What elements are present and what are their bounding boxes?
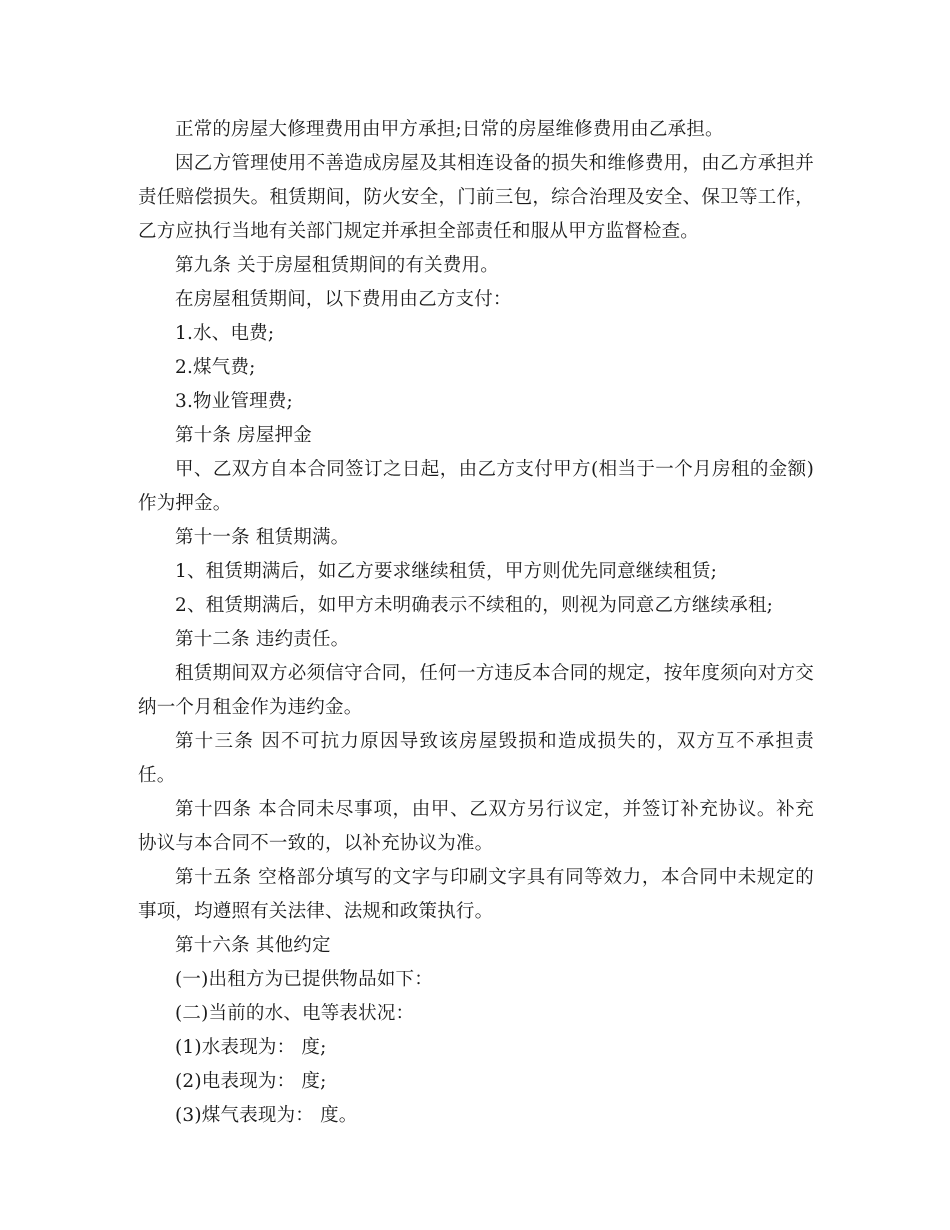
article-15: 第十五条 空格部分填写的文字与印刷文字具有同等效力，本合同中未规定的事项，均遵照有关法律、法规和政策执行。 — [138, 867, 814, 922]
lease-expiry-item-1: 1、租赁期满后，如乙方要求继续租赁，甲方则优先同意继续租赁; — [175, 561, 718, 582]
paragraph-repair-costs: 正常的房屋大修理费用由甲方承担;日常的房屋维修费用由乙承担。 — [175, 119, 724, 140]
article-13: 第十三条 因不可抗力原因导致该房屋毁损和造成损失的，双方互不承担责任。 — [138, 731, 814, 786]
lease-expiry-item-2: 2、租赁期满后，如甲方未明确表示不续租的，则视为同意乙方继续承租; — [175, 595, 774, 616]
paragraph-damage-liability: 因乙方管理使用不善造成房屋及其相连设备的损失和维修费用，由乙方承担并责任赔偿损失。租赁期间，防火安全，门前三包，综合治理及安全、保卫等工作，乙方应执行当地有关部门规定并承担全部责任和服从甲方监督检查。 — [138, 153, 814, 242]
meter-gas: (3)煤气表现为： 度。 — [175, 1105, 358, 1126]
paragraph-breach: 租赁期间双方必须信守合同，任何一方违反本合同的规定，按年度须向对方交纳一个月租金作为违约金。 — [138, 663, 814, 718]
other-item-1: (一)出租方为已提供物品如下： — [175, 969, 433, 990]
meter-electric: (2)电表现为： 度; — [175, 1071, 327, 1092]
paragraph-fees-intro: 在房屋租赁期间，以下费用由乙方支付： — [175, 289, 512, 310]
article-11-heading: 第十一条 租赁期满。 — [175, 527, 350, 548]
meter-water: (1)水表现为： 度; — [175, 1037, 327, 1058]
article-14: 第十四条 本合同未尽事项，由甲、乙双方另行议定，并签订补充协议。补充协议与本合同不一致的，以补充协议为准。 — [138, 799, 814, 854]
fee-item-2: 2.煤气费; — [175, 357, 256, 378]
paragraph-deposit: 甲、乙双方自本合同签订之日起，由乙方支付甲方(相当于一个月房租的金额)作为押金。 — [138, 459, 814, 514]
article-16-heading: 第十六条 其他约定 — [175, 935, 331, 956]
article-9-heading: 第九条 关于房屋租赁期间的有关费用。 — [175, 255, 499, 276]
article-12-heading: 第十二条 违约责任。 — [175, 629, 350, 650]
fee-item-1: 1.水、电费; — [175, 323, 275, 344]
fee-item-3: 3.物业管理费; — [175, 391, 293, 412]
article-10-heading: 第十条 房屋押金 — [175, 425, 312, 446]
other-item-2: (二)当前的水、电等表状况： — [175, 1003, 415, 1024]
document-body — [138, 113, 814, 1133]
